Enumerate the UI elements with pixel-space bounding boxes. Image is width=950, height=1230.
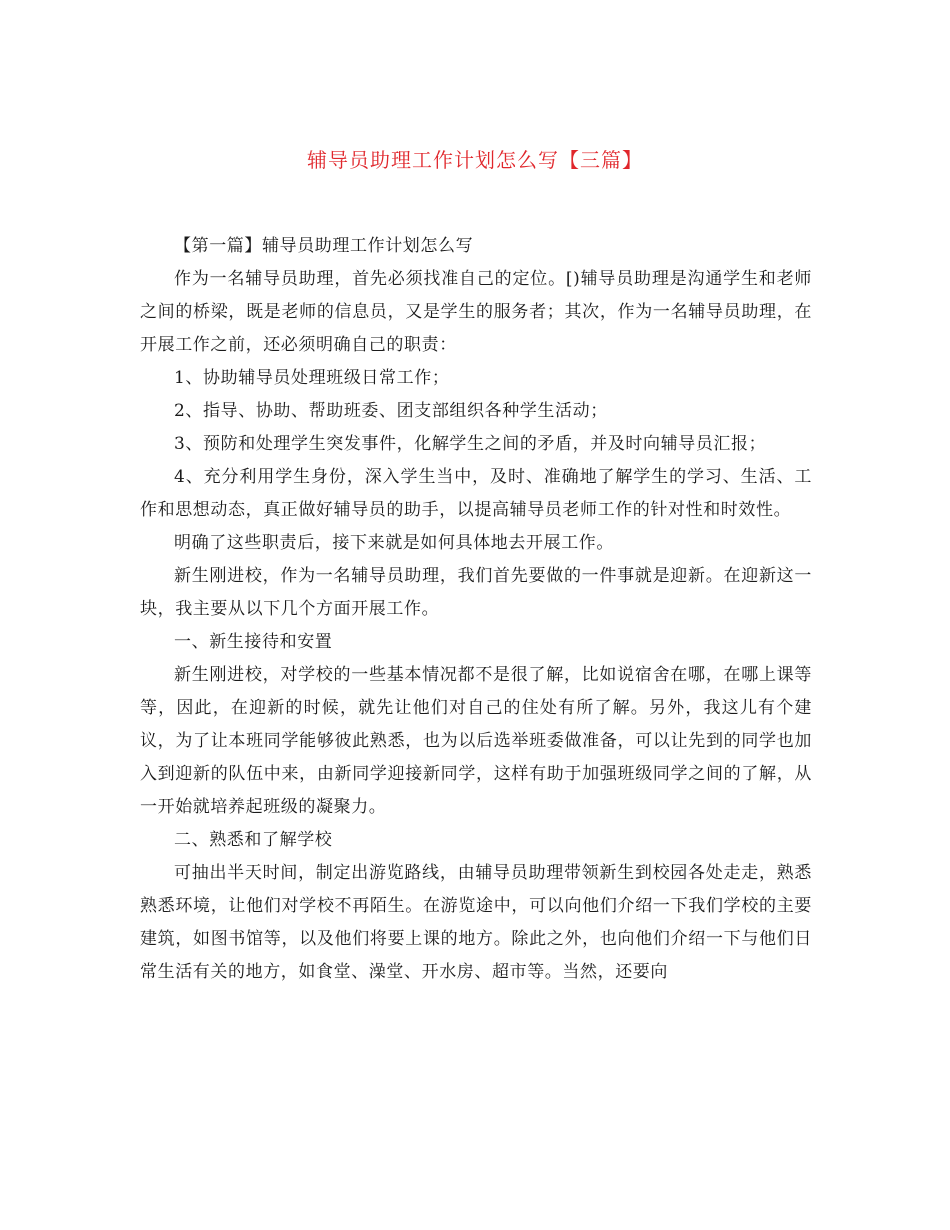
paragraph-intro: 作为一名辅导员助理，首先必须找准自己的定位。[)辅导员助理是沟通学生和老师之间的桥梁，既是老师的信息员，又是学生的服务者；其次，作为一名辅导员助理，在开展工作之前，还必须明确自己的职责： [140, 269, 812, 355]
subheading-campus: 二、熟悉和了解学校 [174, 830, 333, 850]
paragraph-reception: 新生刚进校，对学校的一些基本情况都不是很了解，比如说宿舍在哪，在哪上课等等，因此，在迎新的时候，就先让他们对自己的住处有所了解。另外，我这儿有个建议，为了让本班同学能够彼此熟悉，也为以后选举班委做准备，可以让先到的同学也加入到迎新的队伍中来，由新同学迎接新同学，这样有助于加强班级同学之间的了解，从一开始就培养起班级的凝聚力。 [140, 665, 812, 817]
document-body [140, 230, 812, 989]
document-title: 辅导员助理工作计划怎么写【三篇】 [307, 148, 643, 172]
list-item-duty-1: 1、协助辅导员处理班级日常工作； [174, 368, 450, 388]
paragraph-campus: 可抽出半天时间，制定出游览路线，由辅导员助理带领新生到校园各处走走，熟悉熟悉环境，让他们对学校不再陌生。在游览途中，可以向他们介绍一下我们学校的主要建筑，如图书馆等，以及他们将要上课的地方。除此之外，也向他们介绍一下与他们日常生活有关的地方，如食堂、澡堂、开水房、超市等。当然，还要向 [140, 863, 812, 982]
list-item-duty-2: 2、指导、协助、帮助班委、团支部组织各种学生活动； [174, 401, 608, 421]
subheading-reception: 一、新生接待和安置 [174, 632, 333, 652]
paragraph-welcome: 新生刚进校，作为一名辅导员助理，我们首先要做的一件事就是迎新。在迎新这一块，我主要从以下几个方面开展工作。 [140, 566, 812, 619]
list-item-duty-4: 4、充分利用学生身份，深入学生当中，及时、准确地了解学生的学习、生活、工作和思想动态，真正做好辅导员的助手，以提高辅导员老师工作的针对性和时效性。 [140, 467, 812, 520]
list-item-duty-3: 3、预防和处理学生突发事件，化解学生之间的矛盾，并及时向辅导员汇报； [174, 434, 767, 454]
section-heading-first: 【第一篇】辅导员助理工作计划怎么写 [174, 236, 474, 256]
paragraph-transition: 明确了这些职责后，接下来就是如何具体地去开展工作。 [174, 533, 614, 553]
